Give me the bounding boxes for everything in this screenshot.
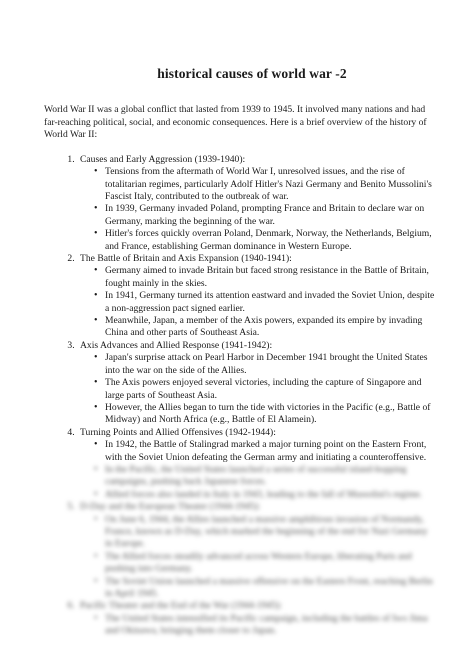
- bullet-item: • Japan's surprise attack on Pearl Harbor in December 1941 brought the United States into the war on the side of the Allies.: [105, 352, 436, 377]
- bullet-list: [80, 166, 436, 253]
- bullet-item: • Tensions from the aftermath of World War I, unresolved issues, and the rise of totalitarian regimes, particularly Adolf Hitler's Nazi Germany and Benito Mussolini's Fascist Italy, contributed to the outbreak of war.: [105, 166, 436, 203]
- bullet-item: • In 1942, the Battle of Stalingrad marked a major turning point on the Eastern Front, with the Soviet Union defeating the German army and initiating a counteroffensive.: [105, 439, 436, 464]
- bullet-list: [80, 352, 436, 426]
- document-title: historical causes of world war -2: [157, 66, 347, 81]
- intro-paragraph: World War II was a global conflict that lasted from 1939 to 1945. It involved many nations and had far-reaching political, social, and economic consequences. Here is a brief overview of the history of World War II:: [44, 104, 427, 141]
- section-item: [77, 154, 436, 253]
- bullet-list: [80, 514, 436, 601]
- bullet-list: [80, 439, 436, 501]
- section-item: [77, 427, 436, 501]
- bullet-item: • In 1941, Germany turned its attention eastward and invaded the Soviet Union, despite a non-aggression pact signed earlier.: [105, 290, 436, 315]
- bullet-item: • Meanwhile, Japan, a member of the Axis powers, expanded its empire by invading China and other parts of Southeast Asia.: [105, 315, 436, 340]
- section-heading: Axis Advances and Allied Response (1941-1942):: [80, 339, 273, 351]
- section-heading: Pacific Theater and the End of the War (1944-1945):: [80, 600, 282, 612]
- section-heading: Causes and Early Aggression (1939-1940):: [80, 153, 246, 165]
- section-item-blurred: [77, 501, 436, 600]
- bullet-list: [80, 613, 436, 638]
- section-list: [44, 154, 436, 638]
- section-heading: D-Day and the European Theater (1944-1945):: [80, 501, 261, 513]
- section-heading: The Battle of Britain and Axis Expansion (1940-1941):: [80, 253, 292, 265]
- bullet-list: [80, 265, 436, 339]
- bullet-item: • Germany aimed to invade Britain but faced strong resistance in the Battle of Britain, fought mainly in the skies.: [105, 265, 436, 290]
- bullet-item: • In 1939, Germany invaded Poland, prompting France and Britain to declare war on Germany, marking the beginning of the war.: [105, 203, 436, 228]
- bullet-item: • The Allied forces steadily advanced across Western Europe, liberating Paris and pushing into Germany.: [105, 551, 436, 576]
- bullet-item-blurred: • In the Pacific, the United States launched a series of successful island-hopping campaigns, pushing back Japanese forces.: [105, 464, 436, 489]
- section-item: [77, 253, 436, 340]
- bullet-item: • The Soviet Union launched a massive offensive on the Eastern Front, reaching Berlin in April 1945.: [105, 576, 436, 601]
- bullet-item-blurred: • Allied forces also landed in Italy in 1943, leading to the fall of Mussolini's regime.: [105, 489, 436, 501]
- bullet-item: • The United States intensified its Pacific campaign, including the battles of Iwo Jima and Okinawa, bringing them closer to Japan.: [105, 613, 436, 638]
- section-heading: Turning Points and Allied Offensives (1942-1944):: [80, 426, 276, 438]
- section-item: [77, 340, 436, 427]
- section-item-blurred: [77, 600, 436, 637]
- bullet-item: • The Axis powers enjoyed several victories, including the capture of Singapore and large parts of Southeast Asia.: [105, 377, 436, 402]
- bullet-item: • On June 6, 1944, the Allies launched a massive amphibious invasion of Normandy, France, known as D-Day, which marked the beginning of the end for Nazi Germany in Europe.: [105, 514, 436, 551]
- bullet-item: • Hitler's forces quickly overran Poland, Denmark, Norway, the Netherlands, Belgium, and France, establishing German dominance in Western Europe.: [105, 228, 436, 253]
- bullet-item: • However, the Allies began to turn the tide with victories in the Pacific (e.g., Battle of Midway) and North Africa (e.g., Battle of El Alamein).: [105, 402, 436, 427]
